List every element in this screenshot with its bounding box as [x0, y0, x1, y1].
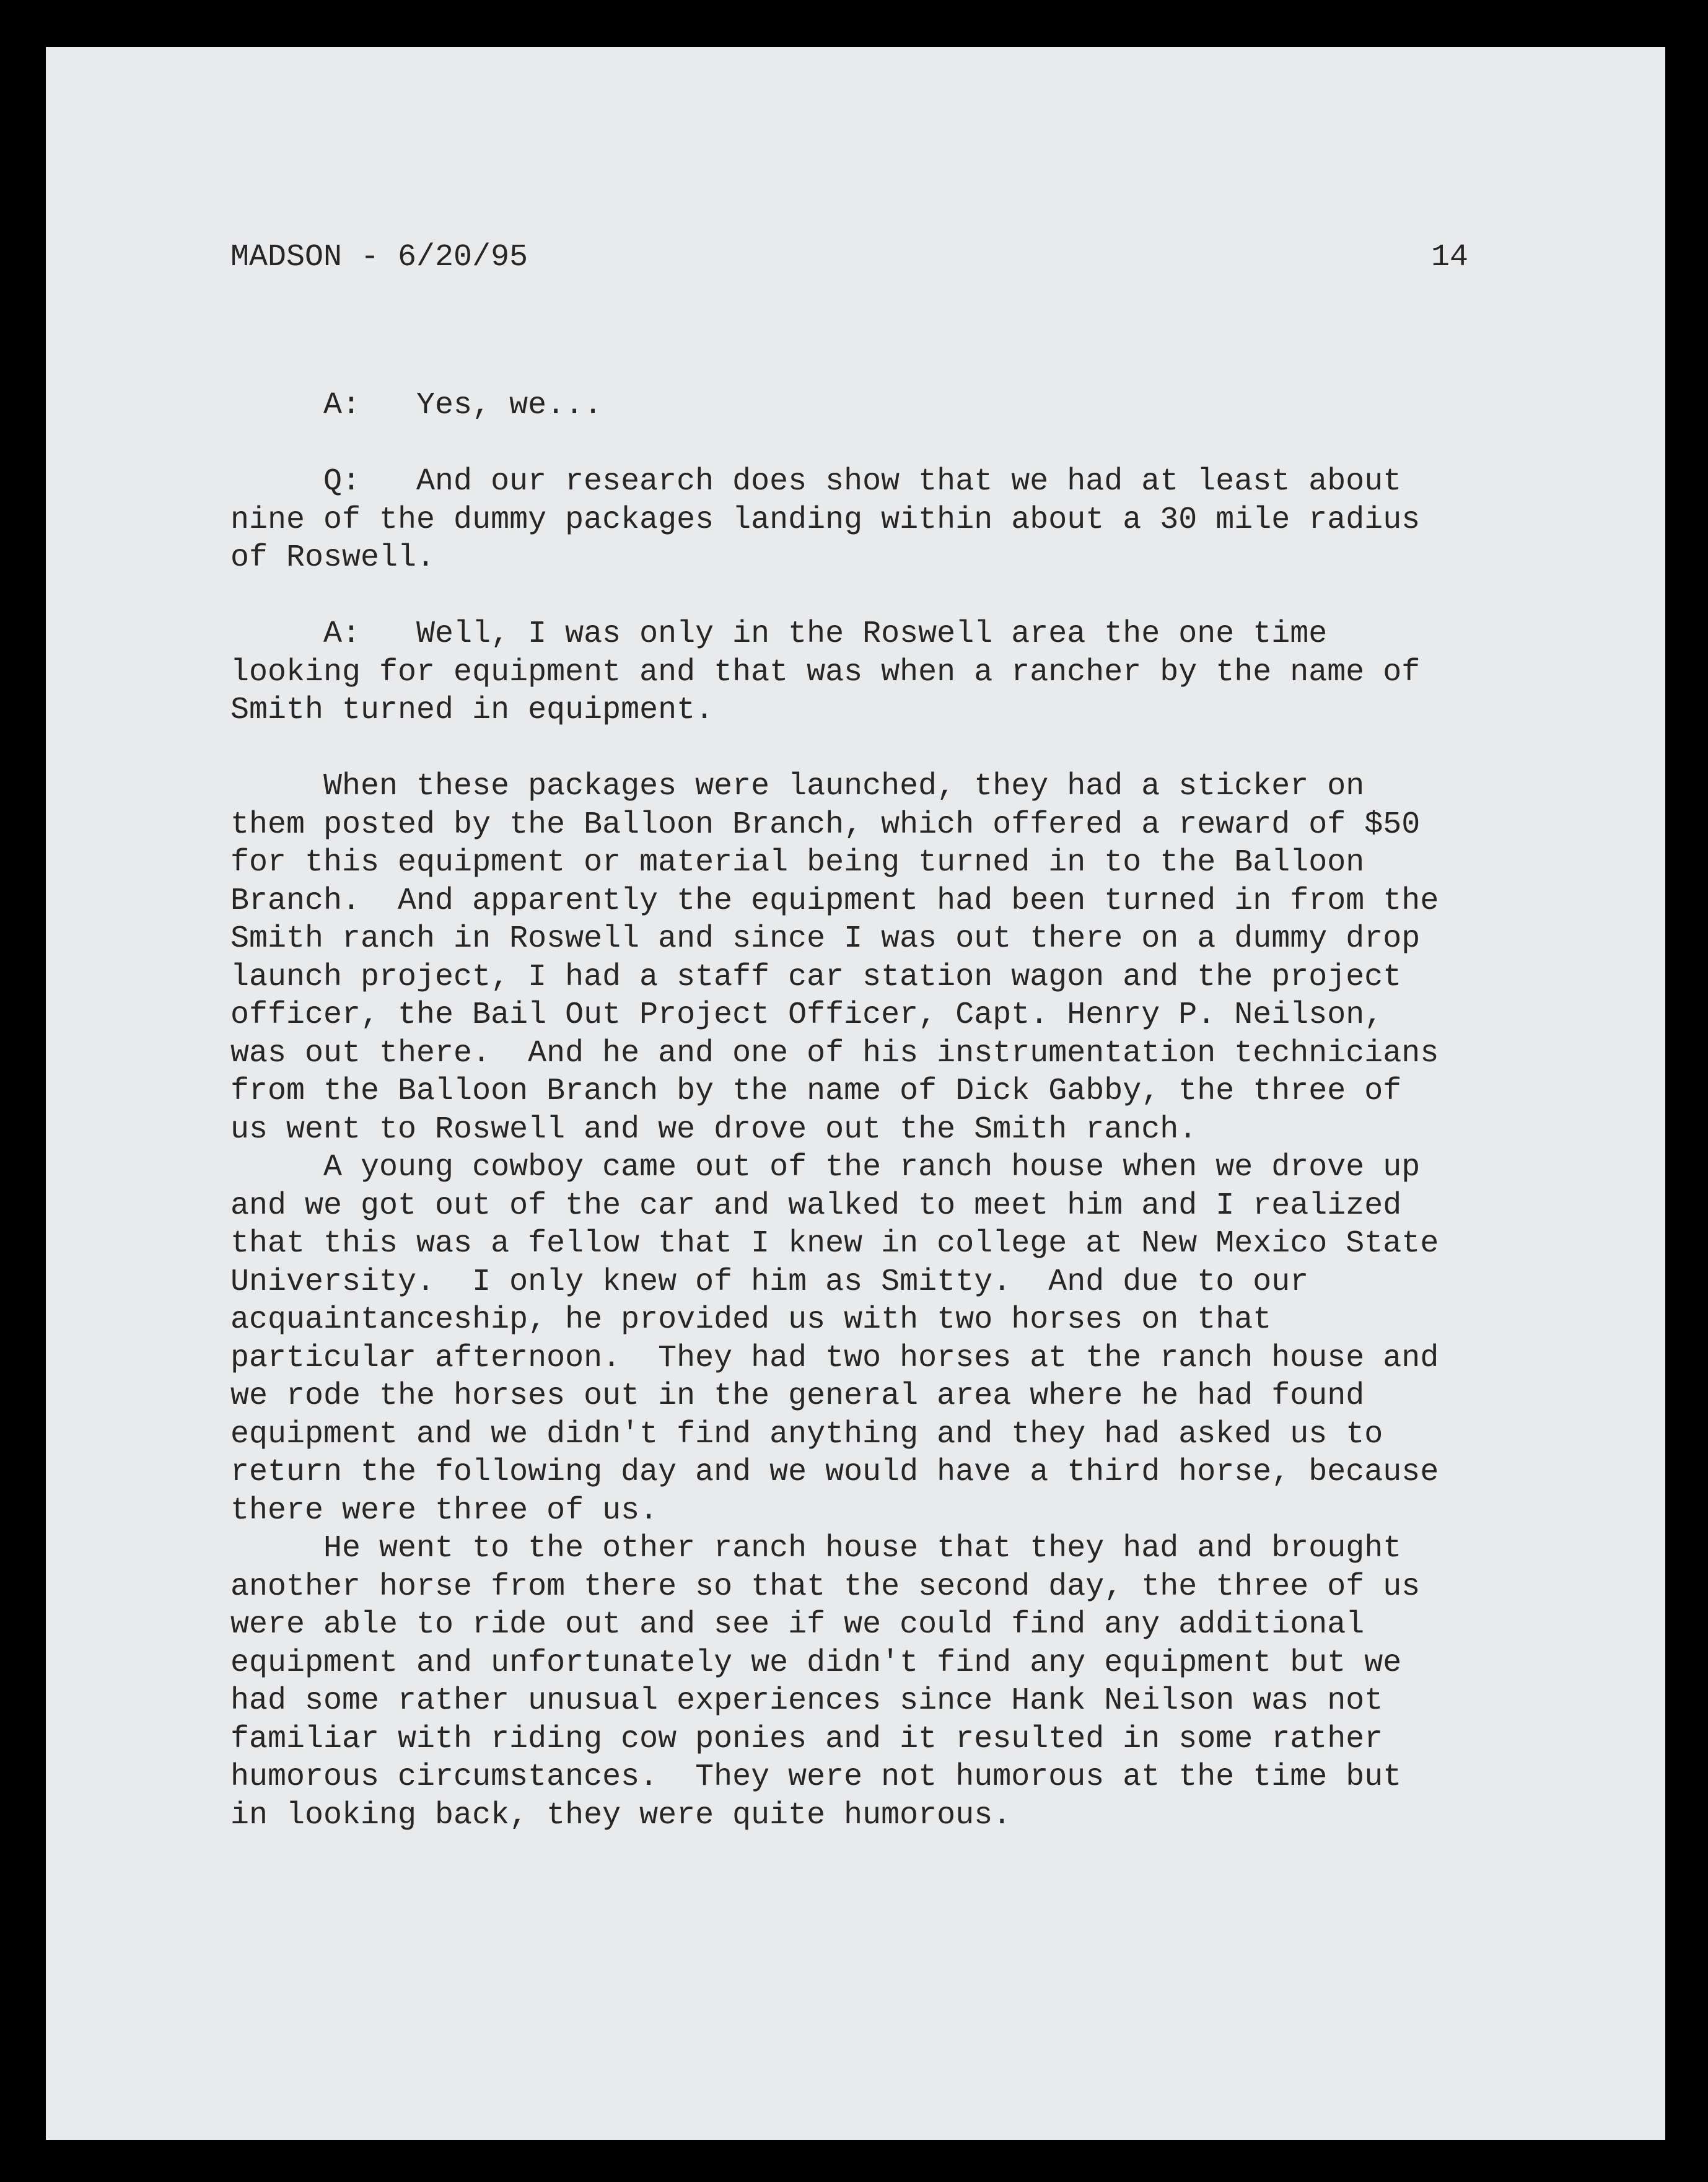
paragraph-body-1: When these packages were launched, they had a sticker on them posted by the Balloon Branch, which offered a reward of $50 for this equipment or material being turned in to the Balloon Branch. And apparently the equipment had been turned in from the Smith ranch in Roswell and since I was out there on a dummy drop launch project, I had a staff car station wagon and the project officer, the Bail Out Project Officer, Capt. Henry P. Neilson, was out there. And he and one of his instrumentation technicians from the Balloon Branch by the name of Dick Gabby, the three of us went to Roswell and we drove out the Smith ranch. A young cowboy came out of the ranch house when we drove up and we got out of the car and walked to meet him and I realized that this was a fellow that I knew in college at New Mexico State University. I only knew of him as Smitty. And due to our acquaintanceship, he provided us with two horses on that particular afternoon. They had two horses at the ranch house and we rode the horses out in the general area where he had found equipment and we didn't find anything and they had asked us to return the following day and we would have a third horse, because there were three of us.: [230, 769, 1439, 1528]
paragraph-answer-1: A: Yes, we...: [230, 388, 603, 423]
page-number: 14: [1430, 240, 1468, 275]
page-header: [230, 240, 1468, 275]
paragraph-question-1: Q: And our research does show that we had at least about nine of the dummy packages landing within about a 30 mile radius of Roswell.: [230, 464, 1421, 576]
paragraph-body-2: He went to the other ranch house that they had and brought another horse from there so that the second day, the three of us were able to ride out and see if we could find any additional equipment and unfortunately we didn't find any equipment but we had some rather unusual experiences since Hank Neilson was not familiar with riding cow ponies and it resulted in some rather humorous circumstances. They were not humorous at the time but in looking back, they were quite humorous.: [230, 1531, 1421, 1833]
header-title: MADSON - 6/20/95: [230, 240, 528, 275]
paragraph-answer-2: A: Well, I was only in the Roswell area the one time looking for equipment and that was when a rancher by the name of Smith turned in equipment.: [230, 616, 1421, 728]
